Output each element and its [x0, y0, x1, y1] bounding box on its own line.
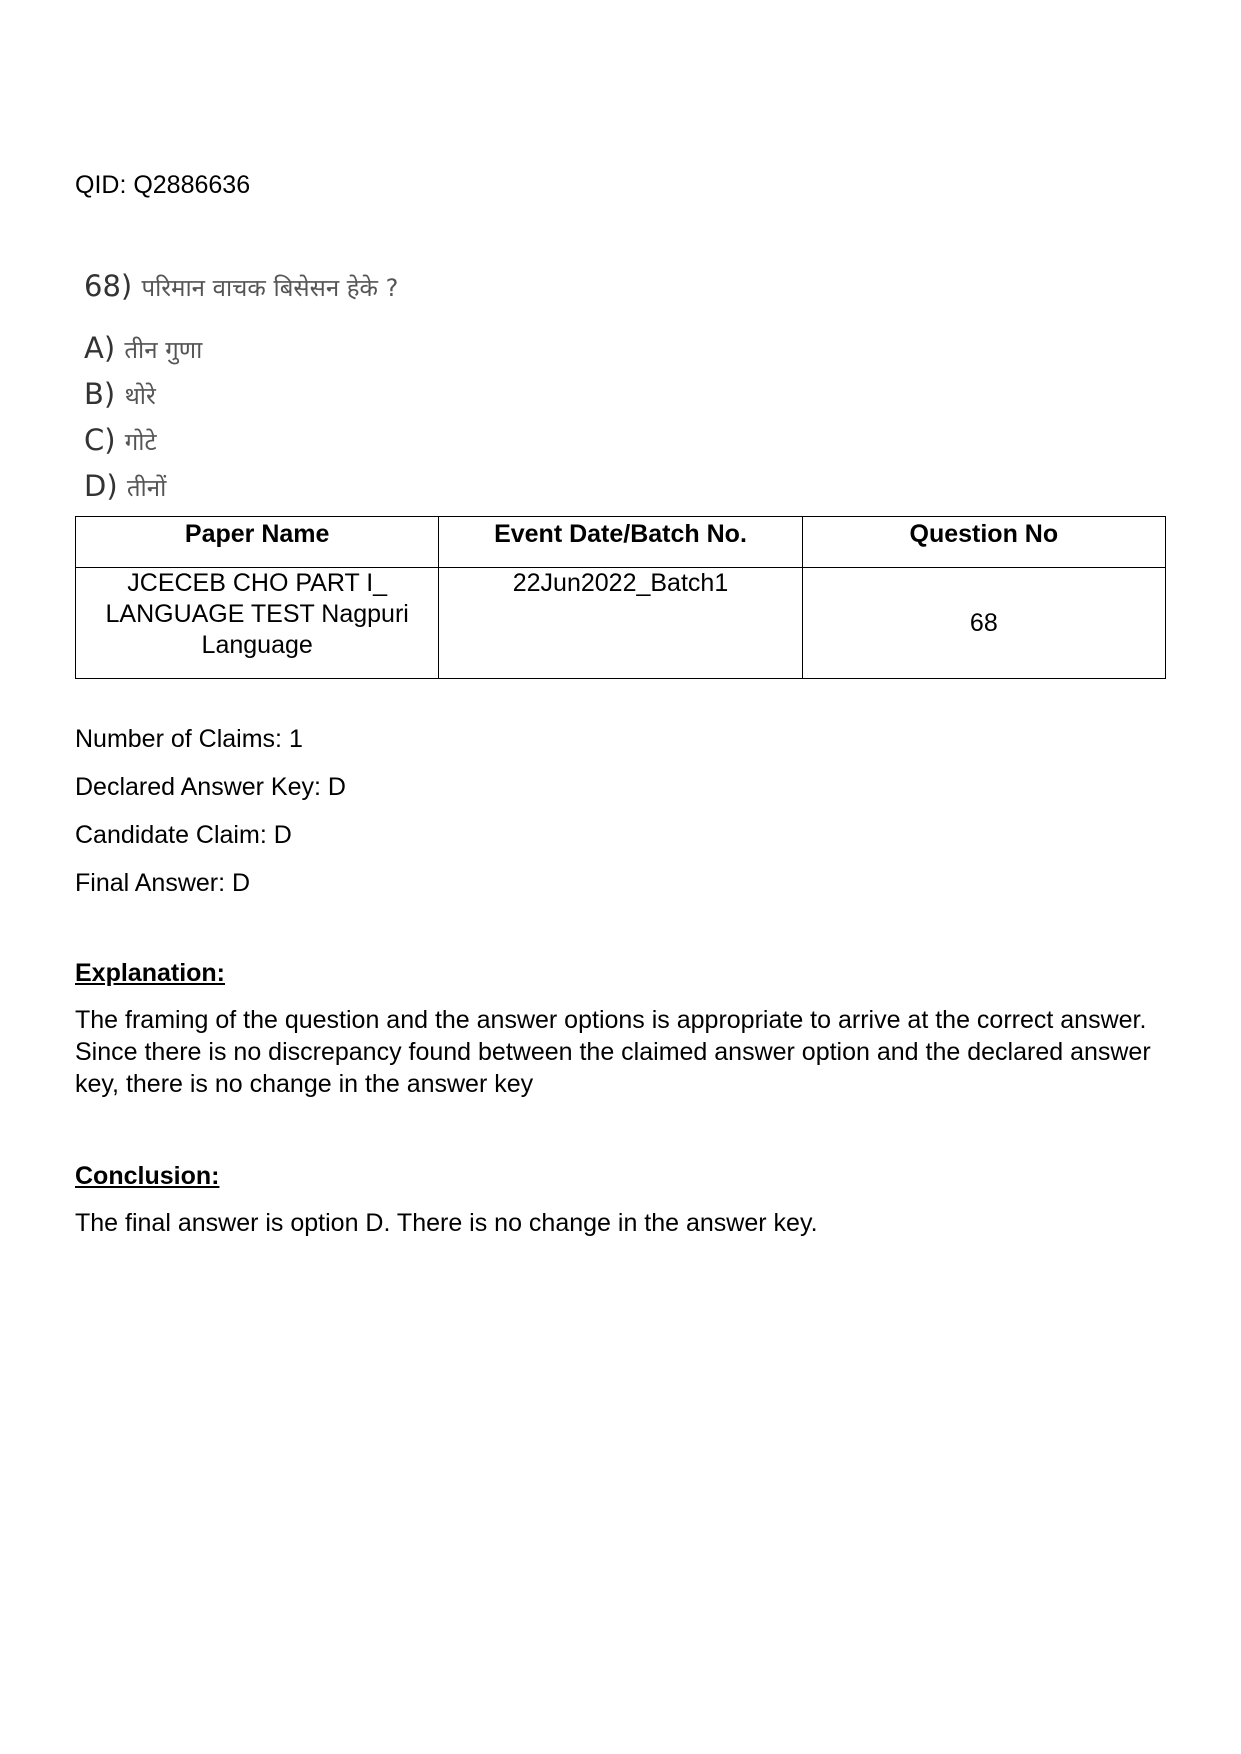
paper-info-table	[75, 516, 1166, 679]
final-answer: Final Answer: D	[75, 869, 251, 897]
option-text: गोटे	[124, 428, 157, 456]
option-d	[84, 464, 398, 510]
header-question-no: Question No	[802, 517, 1165, 568]
question-text: परिमान वाचक बिसेसन हेके ?	[141, 274, 399, 302]
conclusion-text: The final answer is option D. There is no change in the answer key.	[75, 1209, 818, 1237]
option-c	[84, 418, 398, 464]
candidate-claim: Candidate Claim: D	[75, 821, 292, 849]
question-line	[84, 266, 398, 308]
paper-name-line: LANGUAGE TEST Nagpuri	[105, 600, 409, 628]
option-letter: B)	[84, 377, 116, 411]
option-letter: A)	[84, 331, 116, 365]
option-letter: C)	[84, 423, 116, 457]
conclusion-heading: Conclusion:	[75, 1162, 220, 1190]
paper-name-line: JCECEB CHO PART I_	[127, 569, 388, 597]
header-paper-name: Paper Name	[76, 517, 439, 568]
claims-summary	[75, 723, 346, 915]
explanation-line: key, there is no change in the answer key	[75, 1070, 534, 1098]
option-letter: D)	[84, 469, 118, 503]
declared-answer-key: Declared Answer Key: D	[75, 773, 346, 801]
option-b	[84, 372, 398, 418]
question-image	[84, 266, 398, 510]
option-text: थोरे	[124, 382, 156, 410]
cell-question-no: 68	[802, 568, 1165, 679]
table-header-row	[76, 517, 1166, 568]
option-a	[84, 326, 398, 372]
explanation-heading: Explanation:	[75, 959, 226, 987]
explanation-line: The framing of the question and the answer options is appropriate to arrive at the correct answer.	[75, 1006, 1147, 1034]
number-of-claims: Number of Claims: 1	[75, 725, 303, 753]
table-row	[76, 568, 1166, 679]
option-text: तीनों	[126, 474, 167, 502]
explanation-text	[75, 1004, 1175, 1100]
cell-event-date: 22Jun2022_Batch1	[439, 568, 802, 679]
option-text: तीन गुणा	[124, 336, 203, 364]
explanation-line: Since there is no discrepancy found between the claimed answer option and the declared answer	[75, 1038, 1151, 1066]
cell-paper-name	[76, 568, 439, 679]
paper-name-line: Language	[201, 631, 313, 659]
qid-label: QID: Q2886636	[75, 171, 251, 199]
header-event-date: Event Date/Batch No.	[439, 517, 802, 568]
question-number: 68)	[84, 269, 133, 303]
options-list	[84, 326, 398, 510]
